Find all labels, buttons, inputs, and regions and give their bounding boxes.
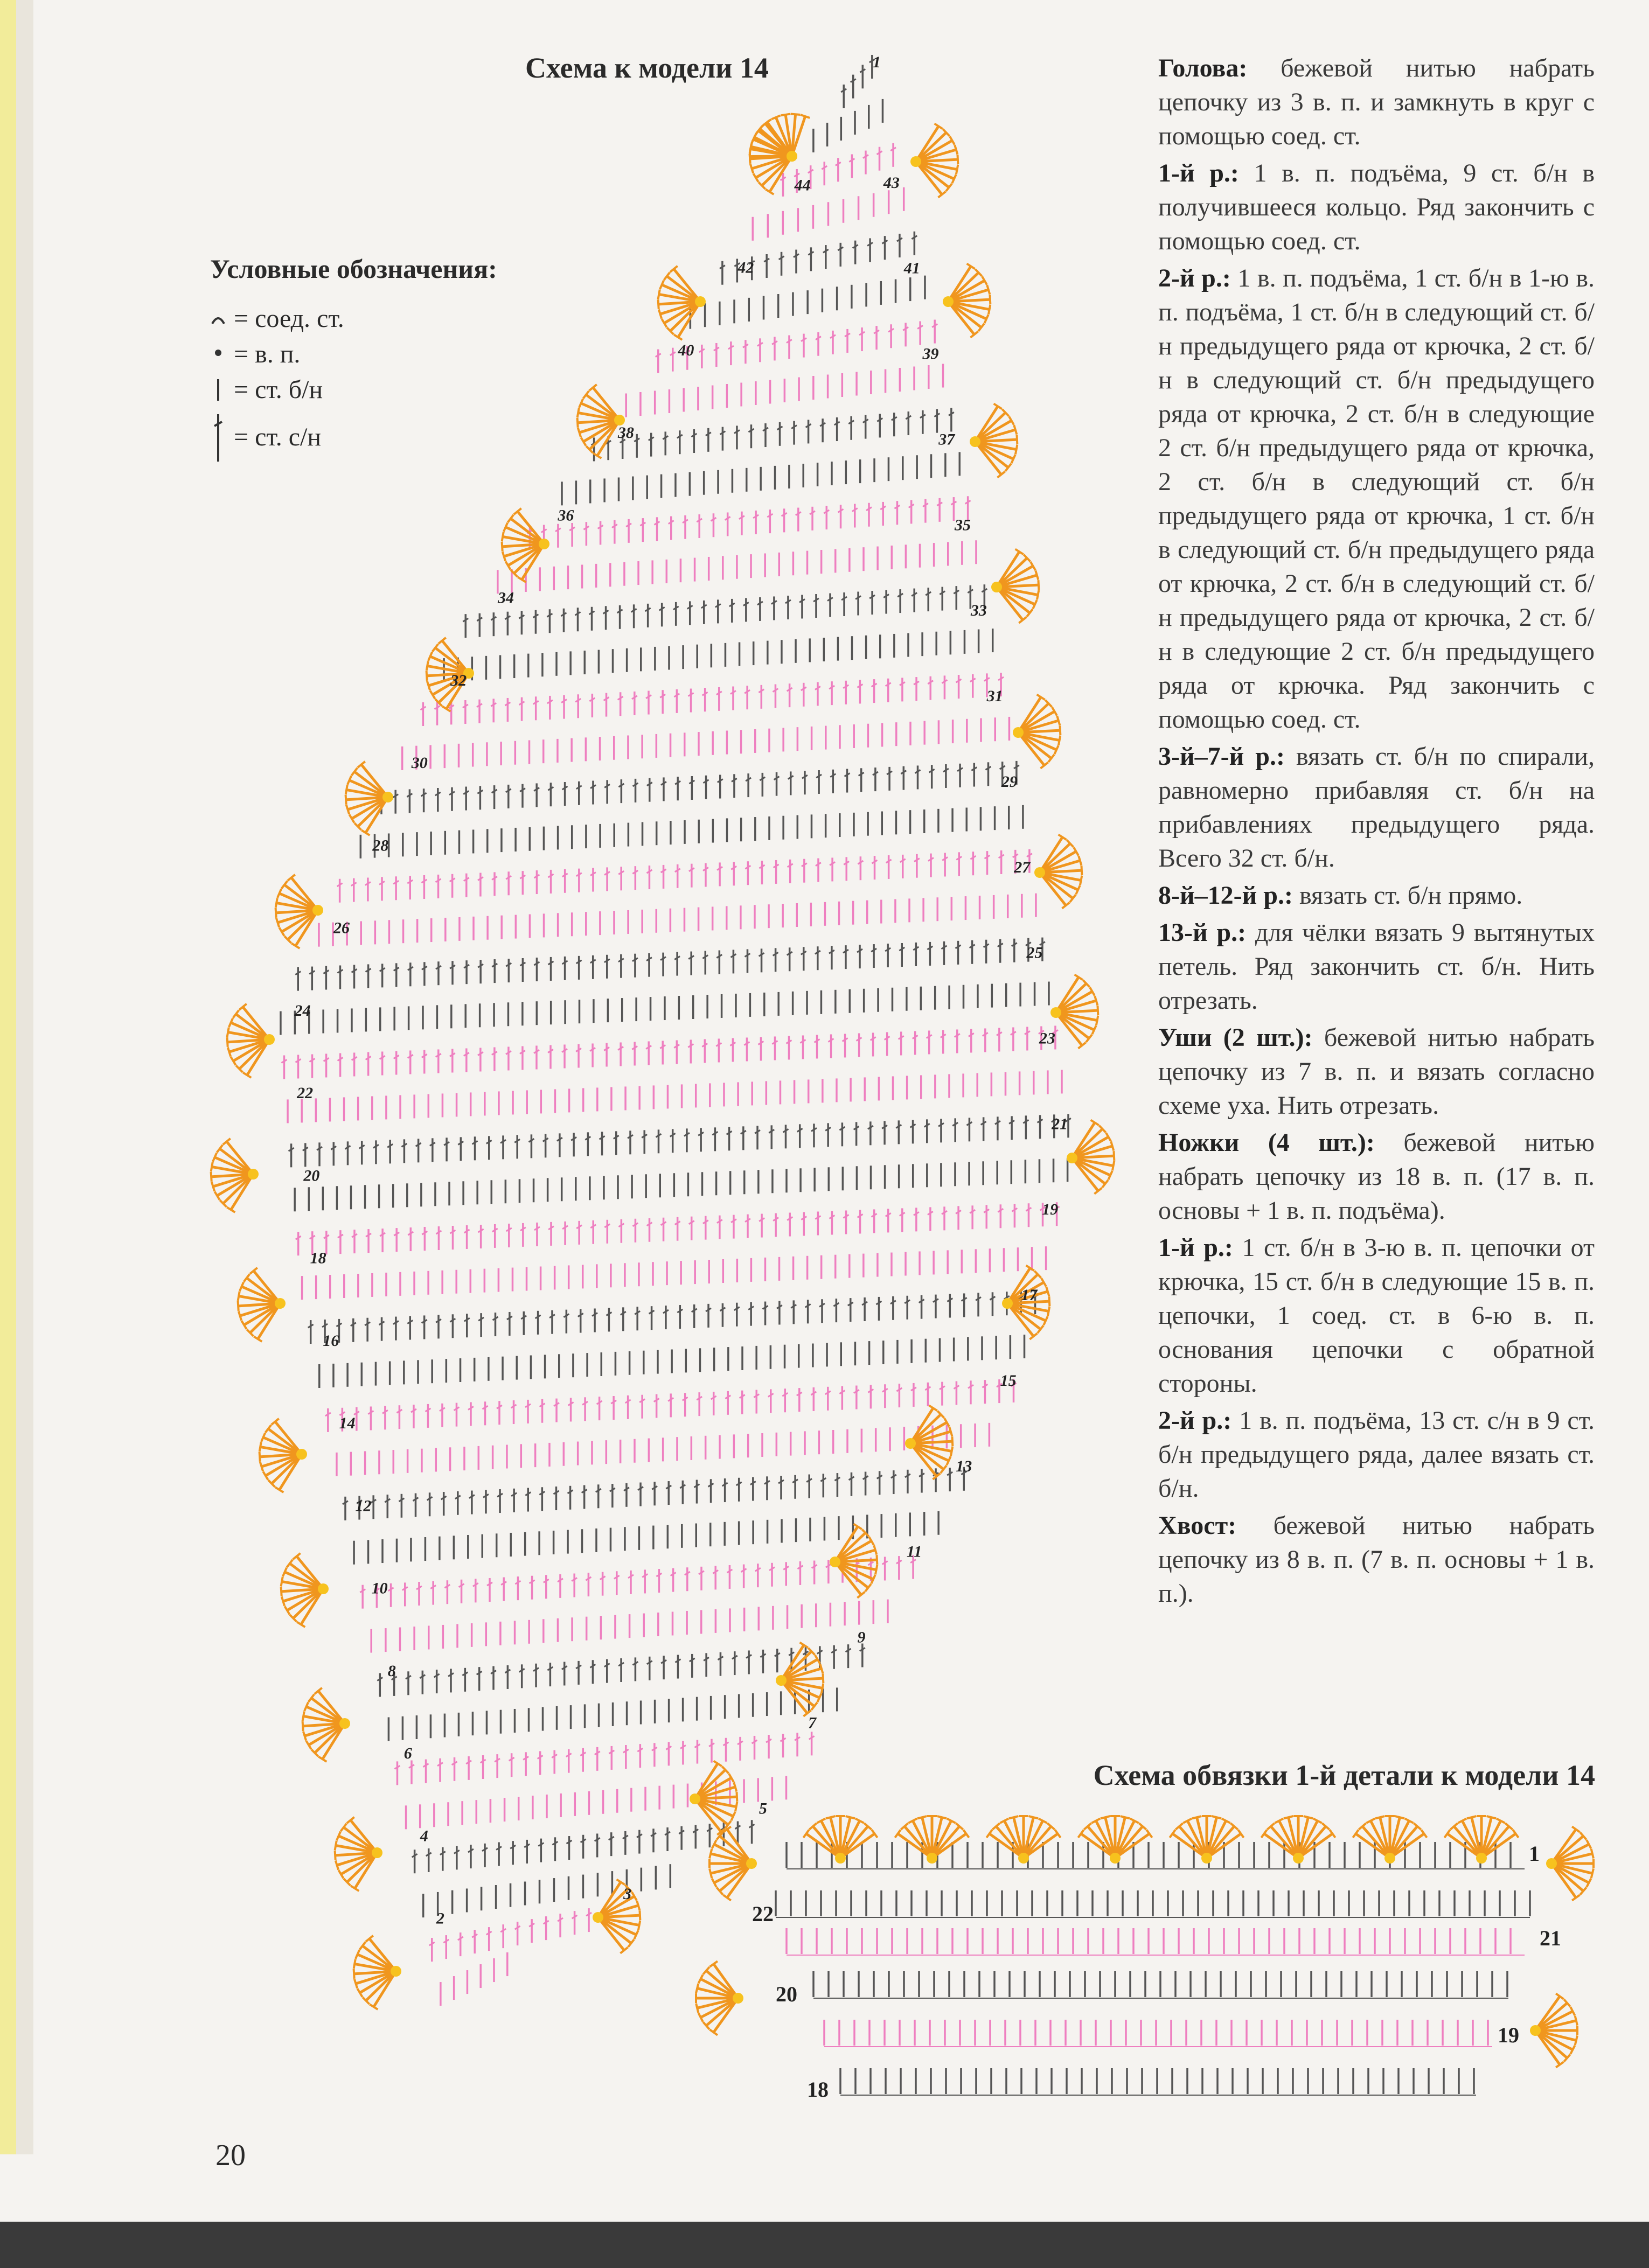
row-label-right: 21: [1052, 1115, 1068, 1133]
row-label-right: 29: [1001, 772, 1018, 791]
row-label-left: 22: [297, 1084, 314, 1102]
instruction-paragraph: 13-й р.: для чёлки вязать 9 вытянутых петель. Ряд закончить ст. б/н. Нить отрезать.: [1158, 918, 1595, 1015]
legend-text: = соед. ст.: [234, 304, 344, 333]
instruction-paragraph: 3-й–7-й р.: вязать ст. б/н по спирали, равномерно прибавляя ст. б/н на прибавлениях предыдущего ряда. Всего 32 ст. б/н.: [1158, 742, 1595, 873]
edging-shell-fan-top: [1170, 1816, 1243, 1864]
row-label-right: 43: [883, 173, 900, 192]
legend-text: = ст. б/н: [234, 375, 323, 404]
row-label-right: 7: [808, 1714, 817, 1732]
instruction-paragraph: 2-й р.: 1 в. п. подъёма, 1 ст. б/н в 1-ю в. п. подъёма, 1 ст. б/н в следующий ст. б/н предыдущего ряда от крючка, 2 ст. б/н в следующий ст. б/н предыдущего ряда от крючка, 2 ст. б/н в следующие 2 ст. б/н предыдущего ряда от крючка, 2 ст. б/н в следующий ст. б/н предыдущего ряда от крючка, 1 ст. б/н в следующий ст. б/н предыдущего ряда от крючка, 2 ст. б/н в следующий ст. б/н предыдущего ряда от крючка, 2 ст. б/н в следующие 2 ст. б/н предыдущего ряда от крючка. Ряд закончить с помощью соед. ст.: [1158, 264, 1595, 734]
edging-stitch-row: [787, 1842, 1525, 1869]
row-label-right: 15: [1000, 1371, 1017, 1390]
instruction-paragraph: 1-й р.: 1 в. п. подъёма, 9 ст. б/н в получившееся кольцо. Ряд закончить с помощью соед. ст.: [1158, 159, 1595, 255]
row-label-left: 4: [420, 1827, 428, 1845]
edging-shell-fan-left: [709, 1826, 757, 1900]
row-label-right: 19: [1042, 1201, 1059, 1219]
instruction-paragraph: Уши (2 шт.): бежевой нитью набрать цепочку из 7 в. п. и вязать согласно схеме уха. Нить отрезать.: [1158, 1023, 1595, 1120]
row-label-left: 12: [355, 1497, 372, 1515]
instruction-paragraph: Ножки (4 шт.): бежевой нитью набрать цепочку из 18 в. п. (17 в. п. основы + 1 в. п. подъёма).: [1158, 1128, 1595, 1225]
instruction-paragraph: 2-й р.: 1 в. п. подъёма, 13 ст. с/н в 9 ст. б/н предыдущего ряда, далее вязать ст. б/н.: [1158, 1406, 1595, 1503]
row-label-left: 26: [333, 919, 350, 937]
row-label-left: 42: [737, 259, 754, 277]
edging-stitch-row: [776, 1890, 1530, 1917]
edging-shell-fan-left: [696, 1961, 743, 2035]
row-label-right: 11: [906, 1543, 922, 1561]
row-label-right: 35: [955, 516, 971, 534]
row-label-left: 14: [339, 1414, 356, 1433]
edging-shell-fans: [696, 1816, 1594, 2068]
edging-stitch-rows: [776, 1842, 1530, 2095]
instruction-paragraph: 8-й–12-й р.: вязать ст. б/н прямо.: [1158, 881, 1523, 910]
row-label-right: 23: [1039, 1029, 1055, 1048]
row-label-right: 5: [759, 1799, 767, 1818]
edging-stitch-row: [840, 2068, 1476, 2095]
row-label-left: 44: [794, 176, 811, 194]
edging-row-label-19: 19: [1498, 2023, 1519, 2047]
edging-row-label-21: 21: [1540, 1926, 1561, 1950]
row-label-left: 40: [678, 341, 694, 359]
edging-shell-fan-top: [1078, 1816, 1152, 1864]
row-label-left: 28: [372, 836, 389, 855]
edging-row-label-22: 22: [752, 1902, 774, 1926]
edging-shell-fan-right: [1546, 1826, 1594, 1900]
edging-diagram-title: Схема обвязки 1-й детали к модели 14: [1093, 1759, 1595, 1791]
edging-row-label-20: 20: [776, 1982, 797, 2006]
row-label-left: 24: [294, 1001, 311, 1020]
edging-row-label-1: 1: [1529, 1841, 1540, 1866]
row-label-right: 17: [1021, 1286, 1038, 1304]
page-number: 20: [215, 2139, 246, 2172]
row-label-left: 10: [371, 1579, 388, 1597]
edging-shell-fan-top: [803, 1816, 877, 1864]
instruction-paragraph: Хвост: бежевой нитью набрать цепочку из 8 в. п. (7 в. п. основы + 1 в. п.).: [1158, 1511, 1595, 1608]
legend-text: = в. п.: [234, 339, 301, 368]
instruction-paragraph: 1-й р.: 1 ст. б/н в 3-ю в. п. цепочки от крючка, 15 ст. б/н в следующие 15 в. п. цепочки, 1 соед. ст. в 6-ю в. п. основания цепочки с обратной стороны.: [1158, 1233, 1595, 1398]
row-label-right: 13: [956, 1457, 972, 1475]
edging-stitch-row: [824, 2020, 1492, 2047]
edging-stitch-row: [787, 1928, 1525, 1955]
row-label-right: 41: [903, 259, 920, 277]
edging-shell-fan-top: [895, 1816, 969, 1864]
row-label-left: 32: [450, 671, 467, 689]
row-label-left: 8: [387, 1662, 396, 1680]
diagram-title: Схема к модели 14: [525, 52, 769, 84]
row-label-right: 37: [938, 430, 955, 449]
row-label-left: 2: [436, 1909, 444, 1928]
row-label-right: 33: [970, 602, 987, 620]
legend-heading: Условные обозначения:: [210, 254, 497, 284]
row-label-left: 18: [310, 1249, 326, 1267]
scan-bottom-edge: [0, 2222, 1649, 2268]
edging-stitch-row: [813, 1971, 1508, 1998]
edging-row-label-18: 18: [807, 2077, 829, 2102]
row-label-left: 30: [411, 754, 428, 772]
edging-shell-fan-top: [1444, 1816, 1518, 1864]
row-label-left: 38: [617, 424, 634, 442]
row-label-right: 3: [623, 1885, 632, 1903]
row-label-left: 34: [497, 589, 514, 607]
edging-shell-fan-right: [1530, 1993, 1577, 2067]
row-label-right: 27: [1014, 858, 1031, 876]
row-label-right: 31: [986, 687, 1003, 706]
row-label-left: 20: [303, 1167, 320, 1185]
row-label-right: 9: [857, 1628, 866, 1646]
row-label-left: 6: [403, 1744, 412, 1763]
row-label-start: 1: [873, 53, 881, 71]
row-label-left: 36: [558, 506, 574, 525]
edging-shell-fan-top: [1261, 1816, 1335, 1864]
instruction-paragraph: Голова: бежевой нитью набрать цепочку из 3 в. п. и замкнуть в круг с помощью соед. ст.: [1158, 54, 1595, 150]
legend-text: = ст. с/н: [234, 422, 322, 451]
row-label-right: 39: [922, 345, 939, 363]
edging-shell-fan-top: [1353, 1816, 1427, 1864]
row-label-left: 16: [323, 1331, 339, 1350]
row-label-right: 25: [1026, 944, 1043, 962]
